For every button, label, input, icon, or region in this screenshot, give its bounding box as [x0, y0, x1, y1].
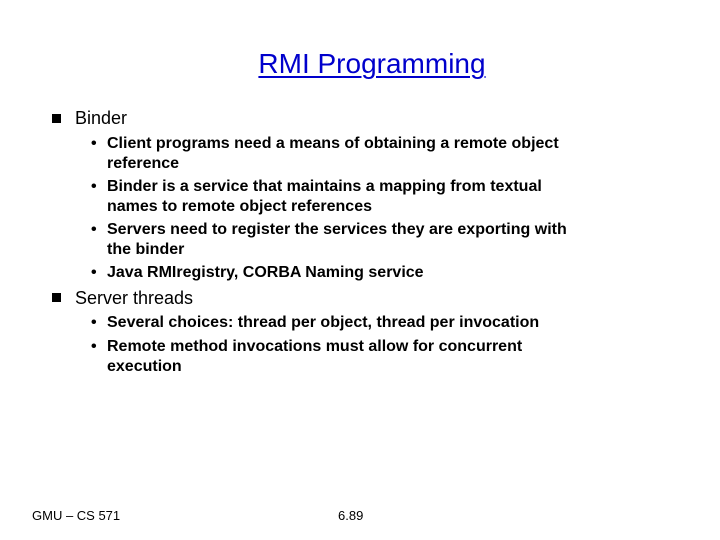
list-item-line: Java RMIregistry, CORBA Naming service	[107, 264, 424, 281]
list-item	[107, 220, 647, 260]
section-heading-server-threads: Server threads	[75, 288, 194, 308]
round-bullet-icon: •	[91, 314, 97, 331]
round-bullet-icon: •	[91, 135, 97, 152]
list-item-line: names to remote object references	[107, 198, 372, 215]
list-item-line: execution	[107, 358, 182, 375]
square-bullet-icon	[52, 114, 61, 123]
section-heading-binder: Binder	[75, 108, 128, 128]
round-bullet-icon: •	[91, 178, 97, 195]
square-bullet-icon	[52, 293, 61, 302]
round-bullet-icon: •	[91, 338, 97, 355]
list-item-line: Servers need to register the services they are exporting with	[107, 221, 567, 238]
list-item-line: reference	[107, 155, 180, 172]
slide-title: RMI Programming	[258, 48, 486, 79]
list-item	[107, 337, 647, 377]
list-item-line: the binder	[107, 241, 185, 258]
round-bullet-icon: •	[91, 264, 97, 281]
list-item-line: Several choices: thread per object, thread per invocation	[107, 314, 540, 331]
footer-page-number: 6.89	[338, 508, 364, 523]
list-item-line: Remote method invocations must allow for concurrent	[107, 338, 523, 355]
list-item	[107, 263, 647, 283]
list-item	[107, 134, 647, 174]
footer-course: GMU – CS 571	[32, 508, 121, 523]
round-bullet-icon: •	[91, 221, 97, 238]
list-item-line: Client programs need a means of obtaining a remote object	[107, 135, 559, 152]
list-item	[107, 177, 647, 217]
list-item	[107, 313, 647, 333]
list-item-line: Binder is a service that maintains a mapping from textual	[107, 178, 542, 195]
